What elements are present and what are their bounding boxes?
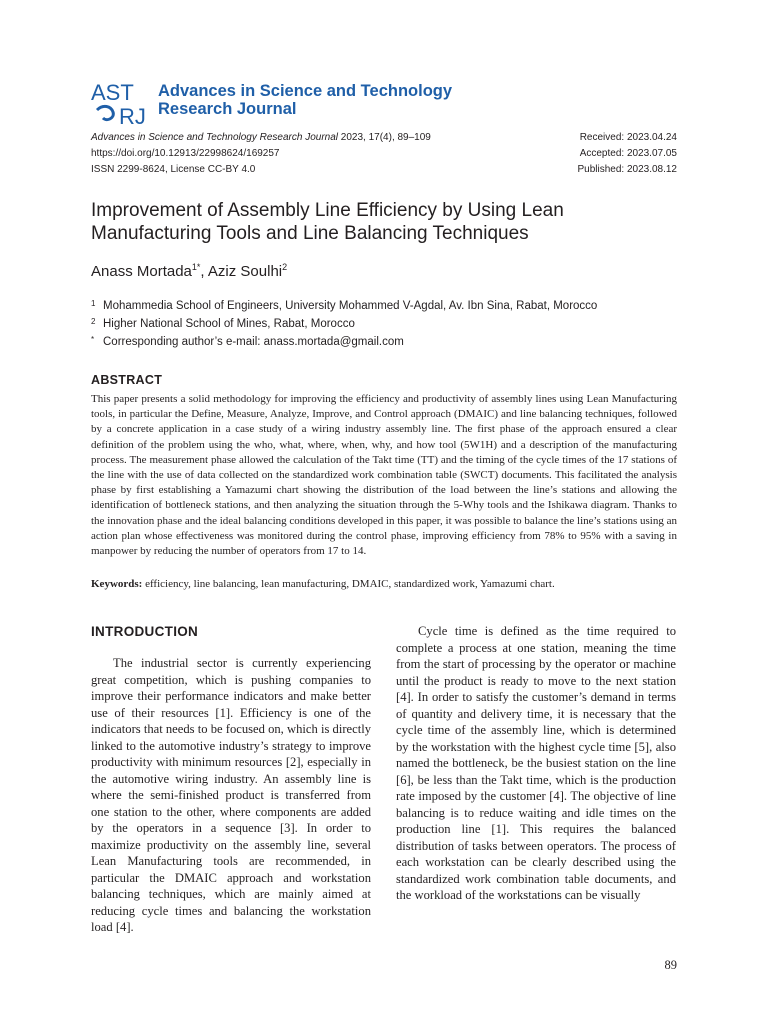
- issn-license: ISSN 2299-8624, License CC-BY 4.0: [91, 164, 256, 175]
- doi-link[interactable]: https://doi.org/10.12913/22998624/169257: [91, 148, 280, 159]
- affiliation-mark: *: [91, 335, 95, 344]
- journal-name-line2: Research Journal: [158, 100, 297, 118]
- journal-logo: [91, 80, 149, 126]
- citation-line: [91, 130, 431, 146]
- received-date: Received: 2023.04.24: [579, 132, 677, 143]
- affiliation-row: [91, 315, 597, 333]
- accepted-date: Accepted: 2023.07.05: [579, 148, 677, 159]
- keywords-list: efficiency, line balancing, lean manufacturing, DMAIC, standardized work, Yamazumi chart.: [142, 578, 555, 590]
- corresponding-email[interactable]: Corresponding author’s e-mail: anass.mortada@gmail.com: [103, 336, 404, 348]
- affiliation-mark: 2: [91, 317, 96, 326]
- author-name: Anass Mortada: [91, 263, 192, 280]
- author-affil-mark: 2: [282, 262, 288, 272]
- keywords: [91, 577, 677, 592]
- title-line1: Improvement of Assembly Line Efficiency by Using Lean: [91, 200, 564, 221]
- author-separator: ,: [200, 263, 208, 280]
- affiliation-text: Higher National School of Mines, Rabat, Morocco: [103, 318, 355, 330]
- abstract-heading: ABSTRACT: [91, 373, 163, 387]
- citation-block: [91, 130, 431, 178]
- dates-block: [577, 130, 677, 178]
- citation-details: 2023, 17(4), 89–109: [338, 132, 431, 143]
- journal-name-line1: Advances in Science and Technology: [158, 82, 453, 100]
- affiliation-mark: 1: [91, 299, 96, 308]
- logo-swirl-icon: [97, 106, 113, 119]
- logo-text-rj: RJ: [119, 104, 146, 126]
- published-date: Published: 2023.08.12: [577, 164, 677, 175]
- affiliation-row: [91, 297, 597, 315]
- title-line2: Manufacturing Tools and Line Balancing Techniques: [91, 223, 529, 244]
- citation-journal: Advances in Science and Technology Research Journal: [91, 132, 339, 143]
- right-column: [396, 623, 676, 904]
- author-name: Aziz Soulhi: [207, 263, 283, 280]
- logo-text-ast: AST: [91, 80, 134, 105]
- affiliations: [91, 297, 597, 351]
- intro-paragraph: The industrial sector is currently experiencing great competition, which is pushing companies to improve their performance indicators and make better use of their resources [1]. Efficiency is one of the indicators that needs to be focused on, which is directly linked to the automotive industry’s strategy to improve productivity with minimum resources [2], especially in the automotive wiring industry. An assembly line is where the semi-finished product is transferred from one station to the other, where components are added by the operators in a sequence [3]. In order to maximize productivity on the assembly line, several Lean Manufacturing tools are recommended, in particular the DMAIC approach and workstation balancing techniques, which are mainly aimed at reducing cycle times and balancing the workstation load [4].: [91, 656, 371, 934]
- affiliation-text: Mohammedia School of Engineers, University Mohammed V-Agdal, Av. Ibn Sina, Rabat, Morocco: [103, 300, 598, 312]
- page-number: 89: [664, 958, 677, 972]
- abstract-text: This paper presents a solid methodology for improving the efficiency and productivity of assembly lines using Lean Manufacturing tools, in particular the Define, Measure, Analyze, Improve, and Control approach (DMAIC) and line balancing techniques, followed by a concrete application in a case study of a wiring industry assembly line. The first phase of the approach ensured a clear definition of the problem using the who, what, where, when, why, and how tool (5W1H) and a description of the manufacturing process. The measurement phase allowed the calculation of the Takt time (TT) and the timing of the cycle times of the 17 stations of the line with the use of data collected on the standardized work combination table (SWCT) documents. This facilitated the analysis phase by first establishing a Yamazumi chart showing the distribution of the load between the line’s stations and allowing the identification of bottleneck stations, and then analyzing the situation through the 5-Why tools and the Ishikawa diagram. Thanks to the innovation phase and the ideal balancing conditions developed in this paper, it was possible to balance the line’s stations using an action plan whose effectiveness was monitored during the control phase, improving efficiency from 78% to 95% with a saving in manpower by reducing the number of operators from 17 to 14.: [91, 393, 677, 558]
- author-affil-mark: 1*: [191, 262, 201, 272]
- intro-paragraph: Cycle time is defined as the time required to complete a process at one station, meaning the time from the start of processing by the operator or machine until the product is ready to move to the next station [4]. In order to satisfy the customer’s demand in terms of quantity and delivery time, it is necessary that the cycle time of the assembly line, which is determined by the workstation with the highest cycle time [5], also named the bottleneck, be the busiest station on the line [6], be less than the Takt time, which is the production rate imposed by the customer [4]. The objective of line balancing is to reduce waiting and idle times on the production line [1]. This requires the balanced distribution of tasks between operators. The process of each workstation can be clearly described using the standardized work combination table documents, and the workload of the workstations can be visually: [396, 624, 676, 902]
- keywords-label: Keywords:: [91, 578, 143, 590]
- affiliation-row: [91, 333, 597, 351]
- left-column: [91, 655, 371, 936]
- journal-name: [158, 82, 452, 118]
- article-title: [91, 199, 681, 245]
- authors: [91, 262, 287, 280]
- introduction-heading: INTRODUCTION: [91, 624, 199, 639]
